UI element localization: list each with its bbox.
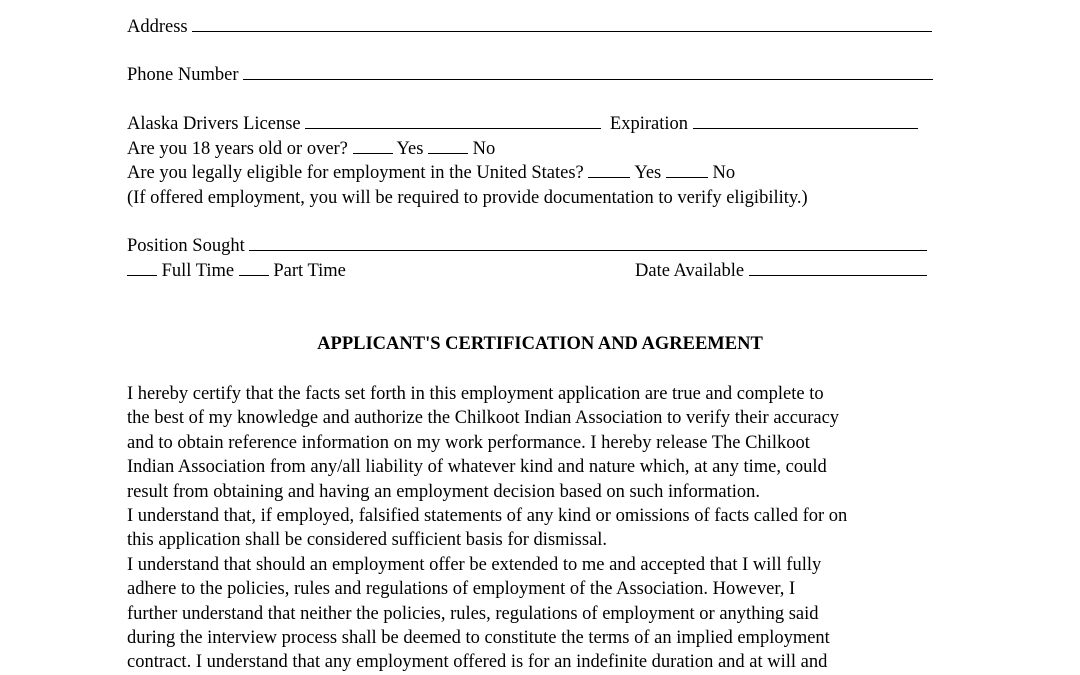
expiration-field[interactable] (693, 113, 918, 129)
address-label: Address (127, 17, 188, 37)
eligibility-row (127, 162, 735, 184)
part-time-label: Part Time (273, 261, 346, 281)
phone-row (127, 64, 933, 86)
position-field[interactable] (249, 235, 927, 251)
agreement-line: further understand that neither the policies, rules, regulations of employment or anything said (127, 603, 819, 624)
part-time-blank[interactable] (239, 260, 269, 276)
full-time-label: Full Time (161, 261, 235, 281)
agreement-line: contract. I understand that any employment offered is for an indefinite duration and at will and (127, 652, 828, 673)
address-field[interactable] (192, 16, 932, 32)
phone-field[interactable] (243, 64, 933, 80)
agreement-line: the best of my knowledge and authorize the Chilkoot Indian Association to verify their accuracy (127, 408, 840, 429)
position-label: Position Sought (127, 236, 245, 256)
date-available-field[interactable] (749, 260, 927, 276)
age-question: Are you 18 years old or over? (127, 139, 348, 159)
agreement-line: adhere to the policies, rules and regulations of employment of the Association. However, I (127, 579, 796, 600)
agreement-line: during the interview process shall be deemed to constitute the terms of an implied employment (127, 628, 830, 648)
eligible-yes-label: Yes (634, 163, 662, 183)
age-no-blank[interactable] (428, 138, 468, 154)
eligible-no-blank[interactable] (666, 162, 708, 178)
agreement-line: Indian Association from any/all liability of whatever kind and nature which, at any time, could (127, 457, 827, 478)
date-available-label: Date Available (635, 261, 745, 281)
agreement-line: I understand that, if employed, falsified statements of any kind or omissions of facts called for on (127, 506, 848, 526)
agreement-line: result from obtaining and having an employment decision based on such information. (127, 481, 760, 502)
agreement-line: this application shall be considered sufficient basis for dismissal. (127, 530, 608, 551)
license-label: Alaska Drivers License (127, 114, 301, 134)
eligible-yes-blank[interactable] (588, 162, 630, 178)
eligibility-question: Are you legally eligible for employment in the United States? (127, 163, 584, 183)
eligibility-note: (If offered employment, you will be required to provide documentation to verify eligibility.) (127, 188, 808, 208)
age-yes-label: Yes (396, 139, 424, 159)
agreement-line: I understand that should an employment offer be extended to me and accepted that I will fully (127, 554, 822, 575)
date-available-row (635, 260, 927, 282)
agreement-title: APPLICANT'S CERTIFICATION AND AGREEMENT (317, 334, 763, 354)
employment-type-row (127, 260, 346, 282)
age-yes-blank[interactable] (353, 138, 393, 154)
full-time-blank[interactable] (127, 260, 157, 276)
eligible-no-label: No (712, 163, 736, 183)
license-field[interactable] (305, 113, 601, 129)
age-no-label: No (472, 139, 496, 159)
license-row (127, 113, 918, 135)
agreement-line: I hereby certify that the facts set forth in this employment application are true and complete to (127, 384, 824, 404)
phone-label: Phone Number (127, 65, 239, 85)
position-row (127, 235, 927, 257)
address-row (127, 16, 932, 38)
age-row (127, 138, 495, 160)
expiration-label: Expiration (609, 114, 688, 134)
agreement-line: and to obtain reference information on my work performance. I hereby release The Chilkoot (127, 432, 810, 453)
